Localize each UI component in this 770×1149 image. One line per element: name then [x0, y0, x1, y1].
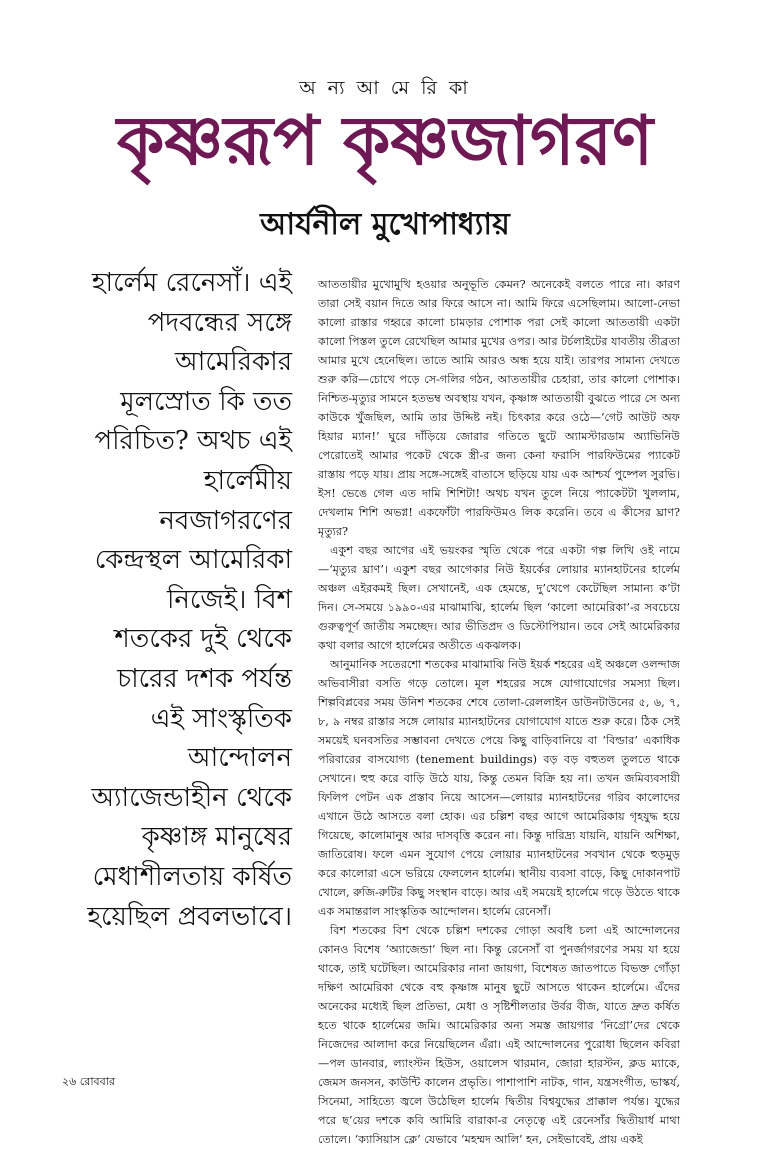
article-body [318, 275, 680, 1146]
article-title: কৃষ্ণরূপ কৃষ্ণজাগরণ [116, 101, 654, 181]
pull-quote-line: নবজাগরণের [159, 505, 292, 536]
pull-quote-line: এই সাংস্কৃতিক [150, 703, 292, 734]
pull-quote-line: নিজেই। বিশ [166, 584, 292, 615]
pull-quote-line: অ্যাজেন্ডাহীন থেকে [91, 782, 292, 813]
body-paragraph: আততায়ীর মুখোমুখি হওয়ার অনুভূতি কেমন? অনেকেই বলতে পারে না। কারণ তারা সেই বয়ান দিতে আর ফিরে আসে না। আমি ফিরে এসেছিলাম। আলো-নেভা কালো রাস্তার গহ্বরে কালো চামড়ার পোশাক পরা সেই কালো আততায়ী একটা কালো পিস্তল তুলে রেখেছিল আমার মুখের ওপর। আর টর্চলাইটের যাবতীয় তীব্রতা আমার মুখে হেনেছিল। তাতে আমি আরও অন্ধ হয়ে যাই। তারপর সামান্য দেখতে শুরু করি—চোখে পড়ে সে-গলির গঠন, আততায়ীর চেহারা, তার কালো পোশাক। নিশ্চিত-মৃত্যুর সামনে হতভম্ব অবস্থায় যখন, কৃষ্ণাঙ্গ আততায়ী বুঝতে পারে সে অন্য কাউকে খুঁজছিল, আমি তার উদ্দিষ্ট নই। চিৎকার করে ওঠে—‘গেট আউট অফ হিয়ার ম্যান!’ ঘুরে দাঁড়িয়ে জোরার গতিতে ছুটে অ্যামস্টারডাম অ্যাভিনিউ পেরোতেই আমার পকেট থেকে স্ত্রী-র জন্য কেনা ফরাসি পারফিউমের প্যাকেট রাস্তায় পড়ে যায়। প্রায় সঙ্গে-সঙ্গেই বাতাসে ছড়িয়ে যায় এক আশ্চর্য পুষ্পেল সুরভি। ইস! ভেঙে গেল এত দামি শিশিটা! অথচ যখন তুলে নিয়ে প্যাকেটটা খুললাম, দেখলাম শিশি অভগ্ন! একফোঁটা পারফিউমও লিক করেনি। তবে এ কীসের ঘ্রাণ? মৃত্যুর? [318, 278, 680, 538]
pull-quote-line: হার্লেমীয় [203, 465, 292, 496]
pull-quote-line: আন্দোলন [187, 743, 292, 774]
pull-quote-line: হয়েছিল প্রবলভাবে। [87, 901, 292, 932]
body-paragraph: আনুমানিক সতেরশো শতকের মাঝামাঝি নিউ ইয়র্ক শহরের এই অঞ্চলে ওলন্দাজ অভিবাসীরা বসতি গড়ে তোলে। মূল শহরের সঙ্গে যোগাযোগের সমস্যা ছিল। শিল্পবিপ্লবের সময় উনিশ শতকের শেষে তোলা-রেললাইন ডাউনটাউনের ৫, ৬, ৭, ৮, ৯ নম্বর রাস্তার সঙ্গে লোয়ার ম্যানহাটনের যোগাযোগ যাতে শুরু করে। ঠিক সেই সময়েই ঘনবসতির সম্ভাবনা দেখতে পেয়ে কিছু বাড়িবানিয়ে বা ‘বিল্ডার’ একাধিক পরিবারের বাসযোগ্য (tenement buildings) বড় বড় বহুতল তুলতে থাকে সেখানে। হুহু করে বাড়ি উঠে যায়, কিন্তু তেমন বিক্রি হয় না। তখন জমিব্যবসায়ী ফিলিপ পেটন এক প্রস্তাব নিয়ে আসেন—লোয়ার ম্যানহাটনের গরিব কালোদের এখানে উঠে আসতে বলা হোক। এর চল্লিশ বছর আগে আমেরিকায় গৃহযুদ্ধ হয়ে গিয়েছে, কালোমানুষ আর দাসবৃত্তি করেন না। কিন্তু দারিদ্র্য যায়নি, যায়নি অশিক্ষা, জাতিরোষ। ফলে এমন সুযোগ পেয়ে লোয়ার ম্যানহাটনের সবখান থেকে হুড়মুড় করে কালোরা এসে ভরিয়ে ফেললেন হার্লেম। স্থানীয় ব্যবসা বাড়ে, কিছু দোকানপাট খোলে, রুজি-রুটির কিছু সংস্থান বাড়ে। আর এই সময়েই হার্লেমে গড়ে উঠতে থাকে এক সমান্তরাল সাংস্কৃতিক আন্দোলন। হার্লেম রেনেসাঁ। [318, 658, 680, 918]
pull-quote-line: পদবন্ধের সঙ্গে [147, 307, 292, 338]
page-footer: ২৬ রোববার [62, 1075, 115, 1088]
pull-quote-line: কৃষ্ণাঙ্গ মানুষের [141, 822, 292, 853]
pull-quote-line: শতকের দুই থেকে [114, 624, 292, 655]
pull-quote-line: মূলস্রোত কি তত [120, 386, 292, 417]
body-paragraph: একুশ বছর আগের এই ভয়ংকর স্মৃতি থেকে পরে একটা গল্প লিখি ওই নামে—‘মৃত্যুর ঘ্রাণ’। একুশ বছর আগেকার নিউ ইয়র্কের লোয়ার ম্যানহাটনের হার্লেম অঞ্চল এইরকমই ছিল। সেখানেই, এক হেমন্তে, দু’খেপে কেটেছিল সামান্য ক’টা দিন। সে-সময়ে ১৯৯০-এর মাঝামাঝি, হার্লেম ছিল ‘কালো আমেরিকা’-র সবচেয়ে গুরুত্বপূর্ণ জাতীয় সমচ্ছেদ। আর ভীতিপ্রদ ও ডিস্টোপিয়ান। তবে সেই আমেরিকার কথা বলার আগে হার্লেমের অতীতে একঝলক। [318, 544, 680, 652]
pull-quote-line: চারের দশক পর্যন্ত [117, 663, 292, 694]
pull-quote-line: হার্লেম রেনেসাঁ। এই [91, 268, 292, 298]
pull-quote-line: মেধাশীলতায় কর্ষিত [92, 861, 292, 892]
pull-quote [56, 264, 292, 937]
pull-quote-line: আমেরিকার [175, 347, 292, 378]
author-name: আর্যনীল মুখোপাধ্যায় [260, 207, 510, 242]
pull-quote-line: কেন্দ্রস্থল আমেরিকা [94, 545, 292, 576]
pull-quote-line: পরিচিত? অথচ এই [94, 426, 292, 457]
section-label: অ ন্য আ মে রি কা [299, 77, 471, 99]
body-paragraph: বিশ শতকের বিশ থেকে চল্লিশ দশকের গোড়া অবধি চলা এই আন্দোলনের কোনও বিশেষ ‘অ্যাজেন্ডা’ ছিল না। কিন্তু রেনেসাঁ বা পুনর্জাগরণের সময় যা হয়ে থাকে, তাই ঘটেছিল। আমেরিকার নানা জায়গা, বিশেষত জাতপাতে বিভক্ত গোঁড়া দক্ষিণ আমেরিকা থেকে বহু কৃষ্ণাঙ্গ মানুষ ছুটে আসতে থাকেন হার্লেমে। এঁদের অনেকের মধ্যেই ছিল প্রতিভা, মেধা ও সৃষ্টিশীলতার উর্বর বীজ, যাতে দ্রুত কর্ষিত হতে থাকে হার্লেমের জমি। আমেরিকার অন্য সমস্ত জায়গার ‘নিগ্রো’দের থেকে নিজেদের আলাদা করে নিয়েছিলেন এঁরা। এই আন্দোলনের পুরোধা ছিলেন কবিরা—পল ডানবার, ল্যাংস্টন হিউস, ওয়ালেস থারমান, জোরা হারস্টন, ক্লড ম্যাকে, জেমস জনসন, কাউন্টি কালেন প্রভৃতি। পাশাপাশি নাটক, গান, যন্ত্রসংগীত, ভাস্কর্য, সিনেমা, সাহিত্যে জ্বলে উঠেছিল হার্লেম দ্বিতীয় বিশ্বযুদ্ধের প্রাক্কাল পর্যন্ত। যুদ্ধের পরে ছ’য়ের দশকে কবি আমিরি বারাকা-র নেতৃত্বে এই রেনেসাঁর দ্বিতীয়ার্ধ মাথা তোলে। ‘ক্যাসিয়াস ক্লে’ যেভাবে ‘মহম্মদ আলি’ হন, সেইভাবেই, প্রায় একই [318, 924, 680, 1146]
